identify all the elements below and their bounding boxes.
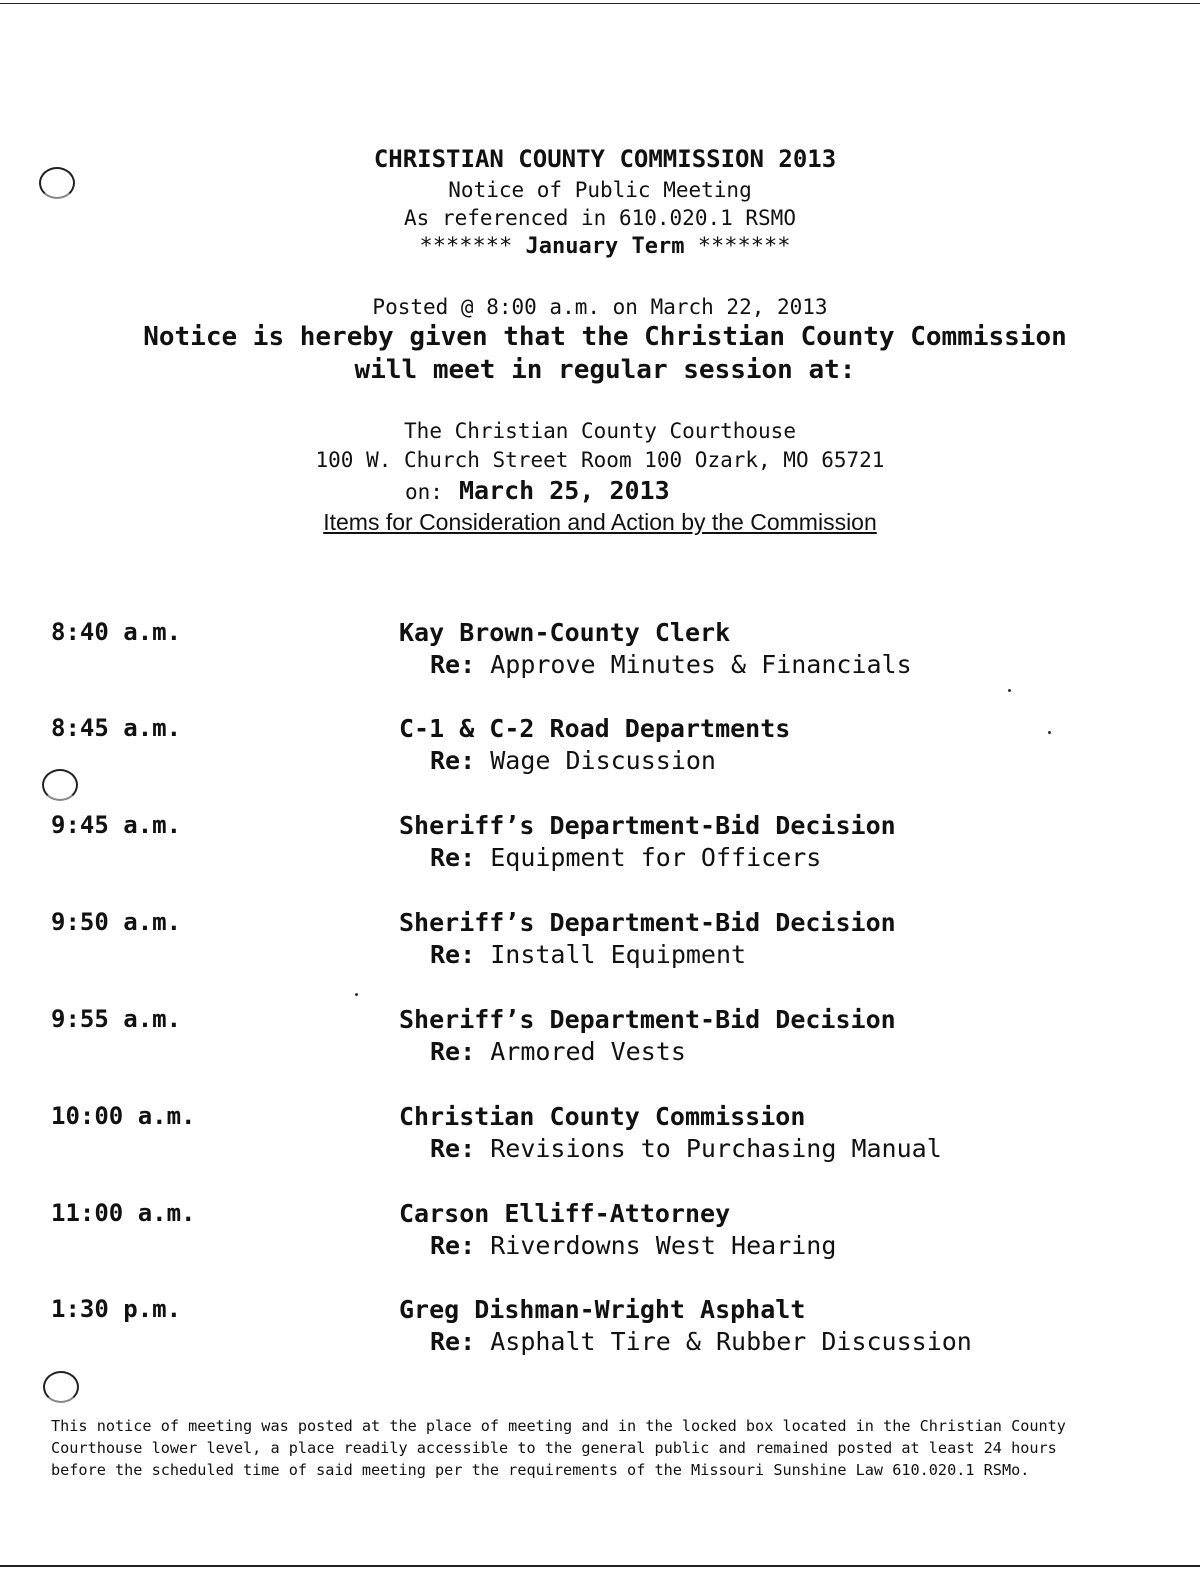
agenda-item <box>0 1005 1200 1085</box>
re-label: Re: <box>430 843 476 872</box>
meeting-date-line <box>405 476 670 505</box>
re-label: Re: <box>430 1231 476 1260</box>
agenda-time: 10:00 a.m. <box>51 1102 196 1130</box>
document-title: CHRISTIAN COUNTY COMMISSION 2013 <box>373 145 837 173</box>
re-label: Re: <box>430 940 476 969</box>
topic-text: Riverdowns West Hearing <box>490 1231 837 1260</box>
agenda-topic <box>430 1327 972 1356</box>
agenda-presenter: Christian County Commission <box>399 1102 806 1131</box>
venue-name: The Christian County Courthouse <box>404 419 796 443</box>
notice-line-1: Notice is hereby given that the Christian County Commission <box>143 322 1067 352</box>
agenda-topic <box>430 746 716 775</box>
punch-hole-bottom <box>43 1371 79 1403</box>
term-stars-left: ******* <box>419 234 513 259</box>
agenda-presenter: Sheriff’s Department-Bid Decision <box>399 811 896 840</box>
agenda-topic <box>430 1037 686 1066</box>
agenda-item <box>0 1295 1200 1375</box>
items-heading: Items for Consideration and Action by the Commission <box>323 509 877 535</box>
topic-text: Asphalt Tire & Rubber Discussion <box>490 1327 972 1356</box>
topic-text: Approve Minutes & Financials <box>490 650 912 679</box>
agenda-presenter: Carson Elliff-Attorney <box>399 1199 731 1228</box>
venue-address: 100 W. Church Street Room 100 Ozark, MO 65721 <box>315 448 885 472</box>
scan-speck <box>355 993 358 996</box>
agenda-item <box>0 811 1200 891</box>
agenda-topic <box>430 843 821 872</box>
agenda-item <box>0 1199 1200 1279</box>
footer-line-3: before the scheduled time of said meeting per the requirements of the Missouri Sunshine Law 610.020.1 RSMo. <box>51 1461 1030 1479</box>
agenda-time: 9:55 a.m. <box>51 1005 182 1033</box>
footer-line-2: Courthouse lower level, a place readily accessible to the general public and remained posted at least 24 hours <box>51 1439 1057 1457</box>
topic-text: Revisions to Purchasing Manual <box>490 1134 942 1163</box>
agenda-time: 8:40 a.m. <box>51 618 182 646</box>
topic-text: Wage Discussion <box>490 746 716 775</box>
agenda-item <box>0 1102 1200 1182</box>
topic-text: Armored Vests <box>490 1037 686 1066</box>
document-subtitle: Notice of Public Meeting <box>448 178 752 202</box>
term-label: January Term <box>525 234 685 259</box>
agenda-item <box>0 908 1200 988</box>
agenda-time: 9:50 a.m. <box>51 908 182 936</box>
term-stars-right: ******* <box>697 234 791 259</box>
term-line <box>5 234 1200 259</box>
footer-line-1: This notice of meeting was posted at the place of meeting and in the locked box located in the Christian County <box>51 1417 1066 1435</box>
topic-text: Install Equipment <box>490 940 747 969</box>
posting-certification <box>51 1415 1161 1481</box>
re-label: Re: <box>430 1134 476 1163</box>
re-label: Re: <box>430 650 476 679</box>
notice-line-2: will meet in regular session at: <box>354 355 856 385</box>
agenda-topic <box>430 1134 942 1163</box>
agenda-item <box>0 618 1200 698</box>
posted-line: Posted @ 8:00 a.m. on March 22, 2013 <box>372 295 828 319</box>
agenda-item <box>0 714 1200 794</box>
agenda-time: 1:30 p.m. <box>51 1295 182 1323</box>
agenda-presenter: C-1 & C-2 Road Departments <box>399 714 791 743</box>
agenda-time: 9:45 a.m. <box>51 811 182 839</box>
re-label: Re: <box>430 1327 476 1356</box>
re-label: Re: <box>430 746 476 775</box>
agenda-topic <box>430 940 746 969</box>
statute-reference: As referenced in 610.020.1 RSMO <box>404 206 796 230</box>
bottom-rule <box>0 1565 1200 1567</box>
top-rule <box>0 3 1200 4</box>
agenda-time: 11:00 a.m. <box>51 1199 196 1227</box>
agenda-presenter: Greg Dishman-Wright Asphalt <box>399 1295 806 1324</box>
meeting-date: March 25, 2013 <box>458 476 670 505</box>
re-label: Re: <box>430 1037 476 1066</box>
agenda-time: 8:45 a.m. <box>51 714 182 742</box>
agenda-topic <box>430 650 912 679</box>
scan-speck <box>1048 731 1051 734</box>
agenda-presenter: Kay Brown-County Clerk <box>399 618 731 647</box>
agenda-topic <box>430 1231 836 1260</box>
agenda-presenter: Sheriff’s Department-Bid Decision <box>399 908 896 937</box>
on-label: on: <box>405 480 443 504</box>
topic-text: Equipment for Officers <box>490 843 822 872</box>
agenda-presenter: Sheriff’s Department-Bid Decision <box>399 1005 896 1034</box>
scan-speck <box>1008 689 1011 692</box>
